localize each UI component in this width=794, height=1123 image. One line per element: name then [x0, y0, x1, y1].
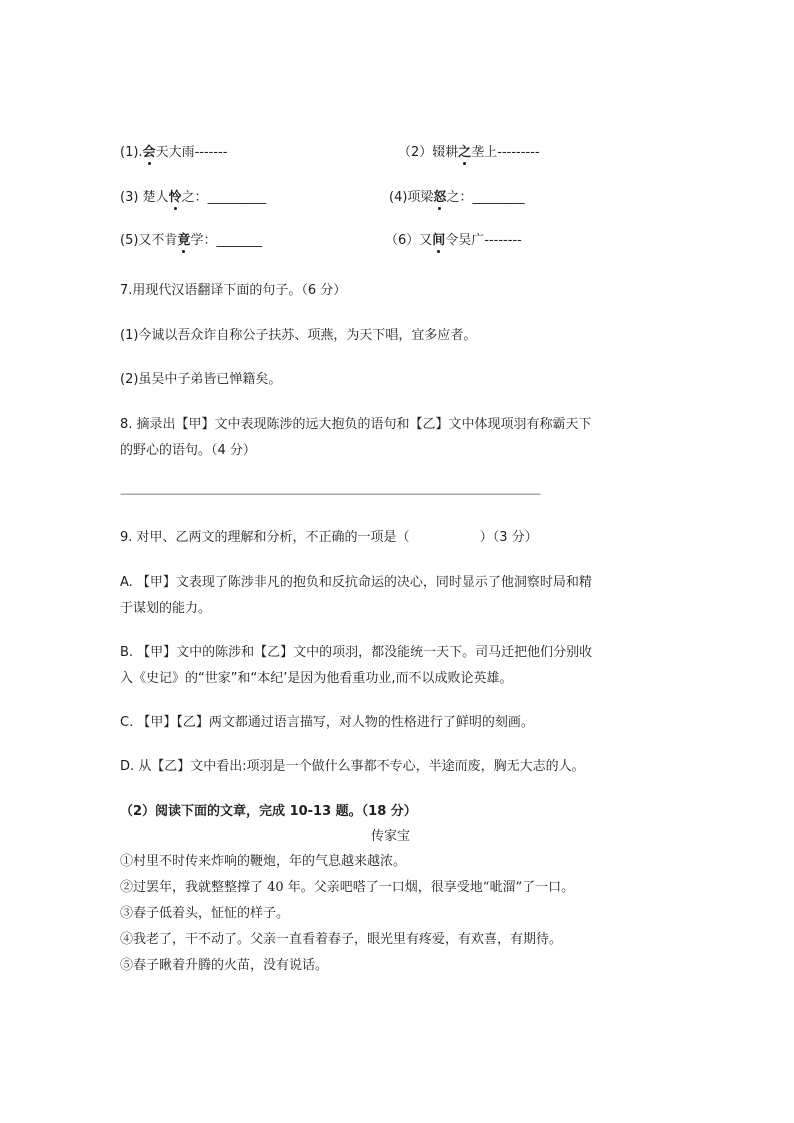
- vocab-text: (4)项梁: [389, 190, 434, 205]
- emphasized-word: 会: [142, 145, 156, 160]
- story-paragraph-1: ①村里不时传来炸响的鞭炮，年的气息越来越浓。: [120, 854, 407, 869]
- answer-blank-line: ——————————————————————————————————————————: [120, 487, 540, 500]
- section-2-heading: （2）阅读下面的文章，完成 10-13 题。（18 分）: [120, 804, 417, 819]
- option-b-line-2: 入《史记》的“世家”和“本纪’是因为他看重功业,而不以成败论英雄。: [120, 671, 513, 686]
- vocab-item-1: [120, 144, 227, 162]
- question-7-title: 7.用现代汉语翻译下面的句子。（6 分）: [120, 283, 347, 298]
- option-d: D. 从【乙】文中看出:项羽是一个做什么事都不专心，半途而废，胸无大志的人。: [120, 759, 585, 774]
- vocab-text: 之：________: [446, 190, 525, 205]
- story-paragraph-4: ④我老了，干不动了。父亲一直看着春子，眼光里有疼爱，有欢喜，有期待。: [120, 932, 563, 947]
- vocab-text: 之：_________: [181, 190, 267, 205]
- story-paragraph-3: ③春子低着头，怔怔的样子。: [120, 906, 290, 921]
- emphasized-word: 怒: [433, 190, 447, 205]
- vocab-text: 令吴广--------: [445, 233, 522, 248]
- vocab-item-4: [389, 189, 524, 207]
- story-title: 传家宝: [371, 829, 411, 844]
- option-a-line-2: 于谋划的能力。: [120, 601, 212, 616]
- question-7-sentence-1: (1)今诚以吾众诈自称公子扶苏、项燕，为天下唱，宜多应者。: [120, 328, 477, 343]
- vocab-item-5: [120, 232, 262, 250]
- vocab-text: (3) 楚人: [120, 190, 169, 205]
- vocab-text: (5)又不肯: [120, 233, 178, 248]
- vocab-text: (1).: [120, 145, 143, 160]
- story-paragraph-5: ⑤春子瞅着升腾的火苗，没有说话。: [120, 958, 329, 973]
- vocab-text: （6）又: [385, 233, 433, 248]
- vocab-item-2: [398, 144, 540, 162]
- emphasized-word: 间: [432, 233, 446, 248]
- vocab-text: 垄上---------: [471, 145, 540, 160]
- vocab-text: （2）辍耕: [398, 145, 459, 160]
- emphasized-word: 竟: [177, 233, 191, 248]
- emphasized-word: 之: [458, 145, 472, 160]
- emphasized-word: 怜: [168, 190, 182, 205]
- vocab-text: 学：_______: [190, 233, 262, 248]
- question-8-line-2: 的野心的语句。（4 分）: [120, 443, 256, 458]
- option-c: C. 【甲】【乙】两文都通过语言描写，对人物的性格进行了鲜明的刻画。: [120, 715, 534, 730]
- question-9-title: 9. 对甲、乙两文的理解和分析，不正确的一项是（ ）（3 分）: [120, 530, 538, 545]
- vocab-text: 天大雨-------: [155, 145, 228, 160]
- option-b-line-1: B. 【甲】文中的陈涉和【乙】文中的项羽，都没能统一天下。司马迁把他们分别收: [120, 645, 593, 660]
- story-paragraph-2: ②过罢年，我就整整撑了 40 年。父亲吧嗒了一口烟，很享受地“呲溜”了一口。: [120, 880, 575, 895]
- question-7-sentence-2: (2)虽吴中子弟皆已惮籍矣。: [120, 372, 282, 387]
- vocab-item-3: [120, 189, 266, 207]
- question-8-line-1: 8. 摘录出【甲】文中表现陈涉的远大抱负的语句和【乙】文中体现项羽有称霸天下: [120, 417, 592, 432]
- vocab-item-6: [385, 232, 522, 250]
- option-a-line-1: A. 【甲】文表现了陈涉非凡的抱负和反抗命运的决心，同时显示了他洞察时局和精: [120, 575, 592, 590]
